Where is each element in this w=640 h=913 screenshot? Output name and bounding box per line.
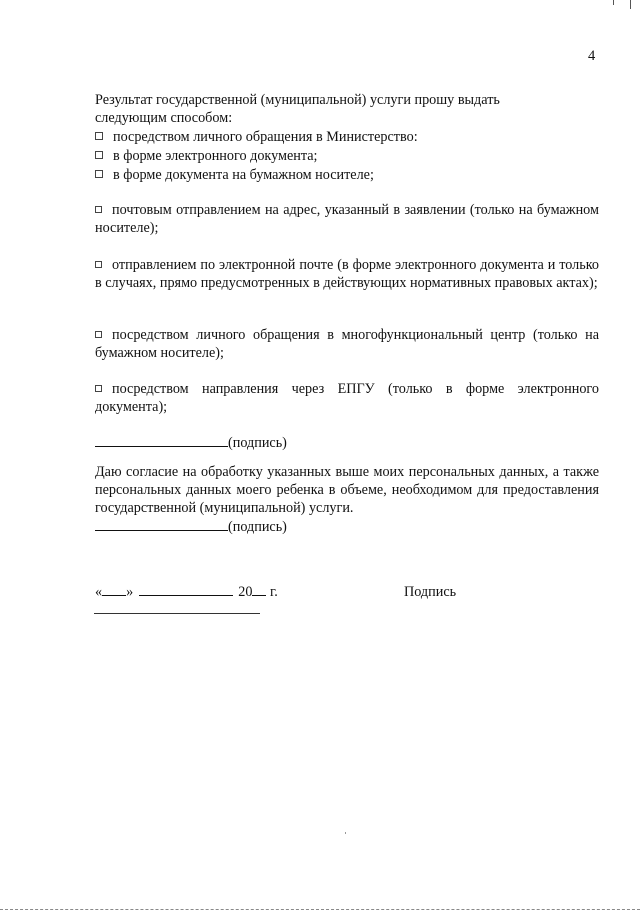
- checkbox[interactable]: [95, 170, 103, 178]
- option-label: отправлением по электронной почте (в форме электронного документа и только в случаях, прямо предусмотренных в действующих нормативных правовых актах);: [95, 257, 599, 291]
- year-blank[interactable]: [252, 583, 266, 596]
- scan-mark: [630, 0, 631, 9]
- option-label: в форме документа на бумажном носителе;: [113, 167, 374, 183]
- intro-text: Результат государственной (муниципальной) услуги прошу выдать следующим способом:: [95, 92, 500, 126]
- signature-line[interactable]: [95, 518, 228, 531]
- day-blank[interactable]: [102, 583, 126, 596]
- option-label: посредством личного обращения в многофункциональный центр (только на бумажном носителе);: [95, 327, 599, 361]
- signature-title: Подпись: [404, 584, 457, 600]
- option-label: посредством личного обращения в Министерство:: [113, 129, 418, 145]
- option-postal: [95, 201, 599, 237]
- scan-mark: [613, 0, 614, 5]
- option-label: посредством направления через ЕПГУ (только в форме электронного документа);: [95, 381, 599, 415]
- signature-label: (подпись): [228, 519, 287, 535]
- month-blank[interactable]: [139, 583, 233, 596]
- signature-label: (подпись): [228, 435, 287, 451]
- option-label: в форме электронного документа;: [113, 148, 318, 164]
- option-electronic-document: [95, 147, 599, 165]
- year-prefix: 20: [238, 584, 253, 600]
- checkbox[interactable]: [95, 151, 103, 159]
- date-close-quote: »: [126, 584, 134, 600]
- year-suffix: г.: [266, 584, 278, 600]
- option-paper-document: [95, 166, 599, 184]
- consent-text: Даю согласие на обработку указанных выше моих персональных данных, а также персональных данных моего ребенка в объеме, необходимом для предоставления государственной (муниципальной) услуги.: [95, 464, 599, 516]
- checkbox[interactable]: [95, 132, 103, 140]
- signature-line[interactable]: [95, 434, 228, 447]
- checkbox[interactable]: [95, 206, 102, 213]
- option-epgu: [95, 380, 599, 416]
- signature-field-2: [95, 518, 287, 536]
- scan-bottom-edge: [0, 909, 640, 910]
- option-email: [95, 256, 599, 292]
- checkbox[interactable]: [95, 385, 102, 392]
- option-in-person-ministry: [95, 128, 599, 146]
- scan-speck: [345, 832, 346, 834]
- date-underline[interactable]: [94, 613, 260, 614]
- date-field: [95, 583, 278, 601]
- page-number: 4: [588, 48, 596, 64]
- checkbox[interactable]: [95, 331, 102, 338]
- option-mfc: [95, 326, 599, 362]
- date-open-quote: «: [95, 584, 103, 600]
- checkbox[interactable]: [95, 261, 102, 268]
- signature-field-1: [95, 434, 287, 452]
- option-label: почтовым отправлением на адрес, указанный в заявлении (только на бумажном носителе);: [95, 202, 599, 236]
